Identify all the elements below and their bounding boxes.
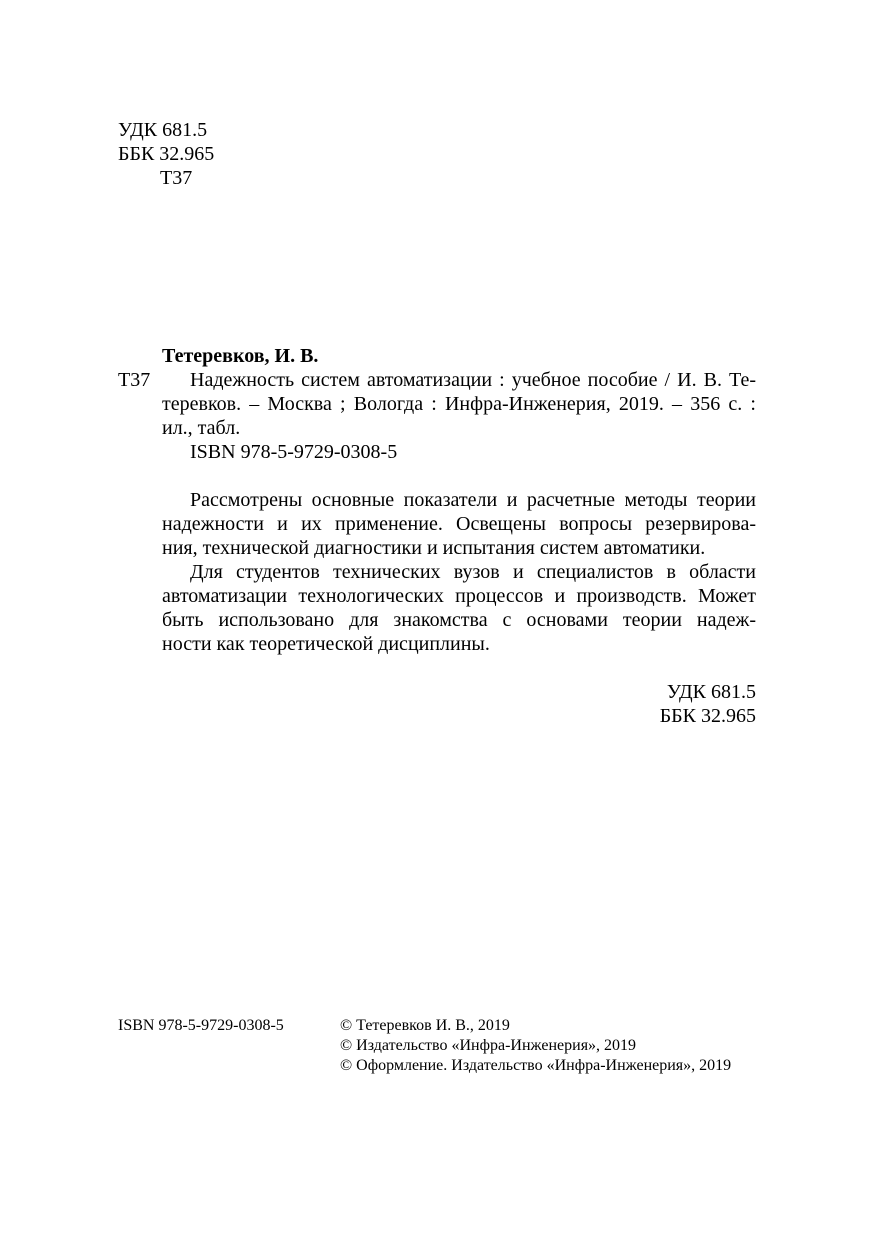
copyright-author: © Тетеревков И. В., 2019: [340, 1017, 510, 1034]
record-line: Надежность систем автоматизации : учебное пособие / И. В. Те-: [190, 369, 756, 391]
bbk-code-top: ББК 32.965: [118, 143, 215, 165]
copyright-design: © Оформление. Издательство «Инфра-Инженерия», 2019: [340, 1057, 732, 1074]
udk-code-bottom: УДК 681.5: [666, 681, 756, 703]
abstract-line: надежности и их применение. Освещены вопросы резервирова-: [162, 513, 756, 535]
footer-isbn: ISBN 978-5-9729-0308-5: [118, 1017, 284, 1034]
udk-code-top: УДК 681.5: [118, 119, 208, 141]
abstract-line: быть использовано для знакомства с основами теории надеж-: [162, 609, 756, 631]
abstract-line: Рассмотрены основные показатели и расчетные методы теории: [190, 489, 756, 511]
author-mark-top: Т37: [160, 167, 193, 189]
record-line: ил., табл.: [162, 417, 241, 439]
record-author: Тетеревков, И. В.: [162, 345, 319, 367]
abstract-line: ности как теоретической дисциплины.: [162, 633, 490, 655]
copyright-publisher: © Издательство «Инфра-Инженерия», 2019: [340, 1037, 637, 1054]
abstract-line: ния, технической диагностики и испытания систем автоматики.: [162, 537, 706, 559]
abstract-line: Для студентов технических вузов и специалистов в области: [190, 561, 756, 583]
record-mark: Т37: [118, 369, 151, 391]
abstract-line: автоматизации технологических процессов и производств. Может: [162, 585, 756, 607]
bbk-code-bottom: ББК 32.965: [659, 705, 756, 727]
record-isbn: ISBN 978-5-9729-0308-5: [190, 441, 398, 463]
record-line: теревков. – Москва ; Вологда : Инфра-Инженерия, 2019. – 356 с. :: [162, 393, 756, 415]
